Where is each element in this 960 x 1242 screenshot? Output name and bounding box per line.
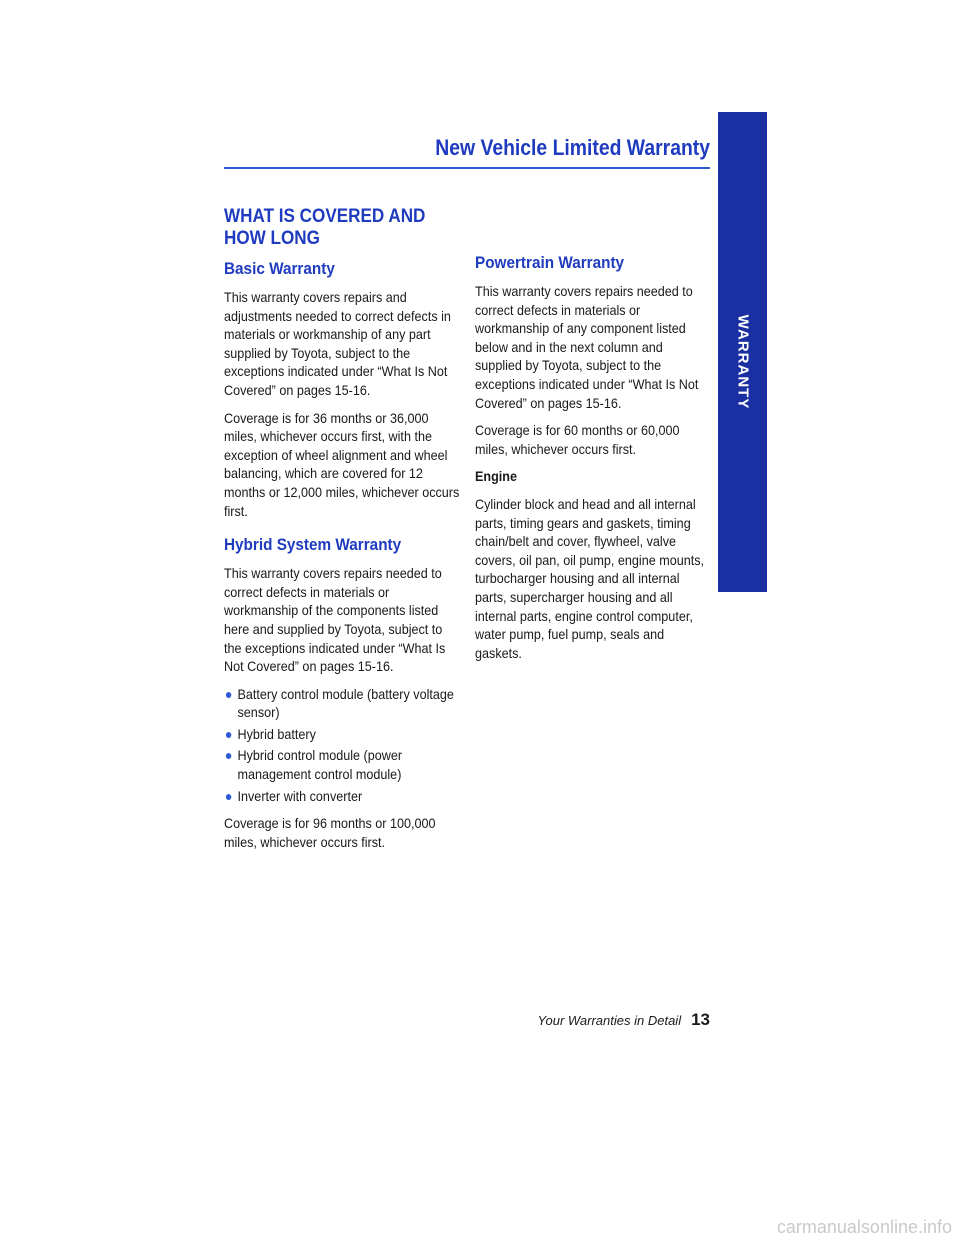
page-footer	[420, 1010, 710, 1030]
list-item: ● Hybrid control module (power management control module)	[224, 747, 403, 783]
section-heading-line1: WHAT IS COVERED AND	[224, 206, 426, 227]
section-tab-label: WARRANTY	[734, 314, 751, 409]
section-heading-line2: HOW LONG	[224, 228, 320, 249]
basic-warranty-description: This warranty covers repairs and adjustments needed to correct defects in materials or workmanship of any part supplied by Toyota, subject to the exceptions indicated under “What Is Not Covered” on pages 15-16.	[224, 289, 451, 398]
bullet-icon: ●	[224, 725, 233, 742]
hybrid-components-list	[224, 685, 460, 806]
hybrid-warranty-coverage: Coverage is for 96 months or 100,000 miles, whichever occurs first.	[224, 815, 436, 850]
bullet-icon: ●	[224, 685, 233, 702]
right-column	[475, 252, 713, 671]
footer-text: Your Warranties in Detail	[537, 1013, 682, 1028]
left-column	[224, 206, 460, 860]
hybrid-warranty-heading: Hybrid System Warranty	[224, 535, 402, 555]
powertrain-warranty-heading: Powertrain Warranty	[475, 253, 625, 272]
list-item: ● Battery control module (battery voltage sensor)	[224, 685, 454, 721]
engine-components: Cylinder block and head and all internal parts, timing gears and gaskets, timing chain/belt and cover, flywheel, valve covers, oil pan, oil pump, engine mounts, turbocharger housing and all internal parts, supercharger housing and all internal parts, engine control computer, water pump, fuel pump, seals and gaskets.	[475, 495, 705, 661]
powertrain-warranty-description: This warranty covers repairs needed to correct defects in materials or workmanship of any component listed below and in the next column and supplied by Toyota, subject to the exceptions indicated under “What Is Not Covered” on pages 15-16.	[475, 283, 699, 411]
bullet-icon: ●	[224, 787, 233, 804]
bullet-icon: ●	[224, 747, 233, 764]
header-divider	[224, 167, 710, 169]
page-title: New Vehicle Limited Warranty	[435, 135, 710, 160]
watermark: carmanualsonline.info	[776, 1217, 952, 1237]
list-item: ● Hybrid battery	[224, 725, 316, 742]
section-tab	[718, 112, 767, 592]
engine-label: Engine	[475, 468, 518, 485]
section-heading	[224, 206, 460, 250]
basic-warranty-heading: Basic Warranty	[224, 259, 335, 278]
hybrid-warranty-description: This warranty covers repairs needed to correct defects in materials or workmanship of the components listed here and supplied by Toyota, subject to the exceptions indicated under “What Is Not Covered” on pages 15-16.	[224, 565, 446, 675]
basic-warranty-coverage: Coverage is for 36 months or 36,000 miles, whichever occurs first, with the exception of wheel alignment and wheel balancing, which are covered for 12 months or 12,000 miles, whichever occurs first.	[224, 409, 460, 519]
powertrain-warranty-coverage: Coverage is for 60 months or 60,000 miles, whichever occurs first.	[475, 422, 680, 457]
page-number: 13	[691, 1010, 710, 1029]
list-item: ● Inverter with converter	[224, 787, 363, 804]
